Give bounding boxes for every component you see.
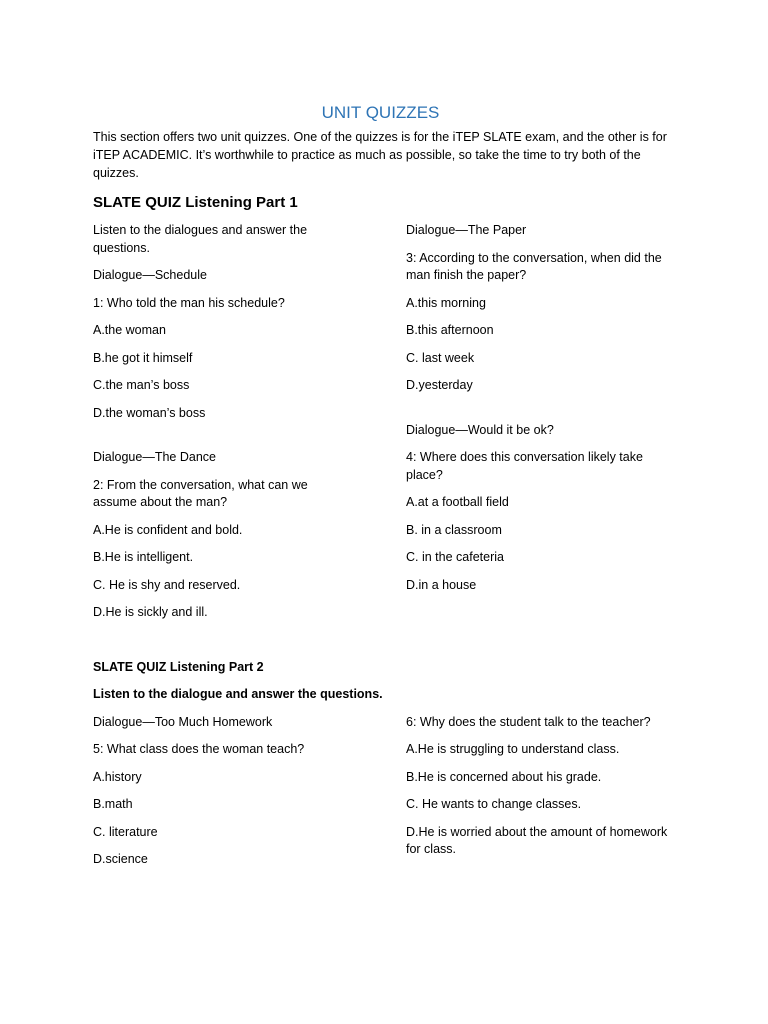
part2-heading: SLATE QUIZ Listening Part 2 <box>93 659 264 674</box>
page-title: UNIT QUIZZES <box>321 103 440 122</box>
part1-columns <box>93 222 668 632</box>
q3-option-b: B.this afternoon <box>406 323 494 337</box>
document-page <box>93 100 668 879</box>
dialogue-title: Dialogue—Too Much Homework <box>93 714 273 729</box>
question-1: 1: Who told the man his schedule? <box>93 295 285 310</box>
spacer <box>406 405 668 422</box>
q1-option-c: C.the man’s boss <box>93 378 190 392</box>
q4-option-b: B. in a classroom <box>406 522 502 537</box>
q1-option-b: B.he got it himself <box>93 350 193 365</box>
q2-option-b: B.He is intelligent. <box>93 550 194 564</box>
part2-left-column <box>93 714 343 879</box>
q5-option-a: A.history <box>93 769 142 784</box>
q6-option-a: A.He is struggling to understand class. <box>406 742 620 756</box>
part1-heading: SLATE QUIZ Listening Part 1 <box>93 194 298 211</box>
q6-option-c: C. He wants to change classes. <box>406 797 582 811</box>
q2-option-c: C. He is shy and reserved. <box>93 577 241 592</box>
part2-instructions: Listen to the dialogue and answer the questions. <box>93 687 383 701</box>
question-4: 4: Where does this conversation likely take place? <box>406 450 643 482</box>
question-2: 2: From the conversation, what can we assume about the man? <box>93 477 308 509</box>
intro-paragraph: This section offers two unit quizzes. One of the quizzes is for the iTEP SLATE exam, and the other is for iTEP ACADEMIC. It’s worthwhile to practice as much as possible, so take the time to try both of the quizzes. <box>93 130 667 180</box>
q2-option-d: D.He is sickly and ill. <box>93 605 208 619</box>
part1-right-column <box>406 222 668 632</box>
q6-option-d: D.He is worried about the amount of homework for class. <box>406 824 668 856</box>
q4-option-c: C. in the cafeteria <box>406 550 504 564</box>
q3-option-c: C. last week <box>406 350 475 365</box>
dialogue-title: Dialogue—Schedule <box>93 268 207 282</box>
dialogue-title: Dialogue—The Dance <box>93 450 216 464</box>
q1-option-d: D.the woman’s boss <box>93 405 206 420</box>
q5-option-d: D.science <box>93 852 148 866</box>
part1-left-column <box>93 222 343 632</box>
q4-option-d: D.in a house <box>406 577 477 592</box>
q2-option-a: A.He is confident and bold. <box>93 522 243 537</box>
q5-option-b: B.math <box>93 797 133 811</box>
question-3: 3: According to the conversation, when did the man finish the paper? <box>406 250 662 282</box>
q5-option-c: C. literature <box>93 824 158 839</box>
question-6: 6: Why does the student talk to the teacher? <box>406 714 651 729</box>
part1-instructions: Listen to the dialogues and answer the questions. <box>93 223 308 255</box>
q1-option-a: A.the woman <box>93 323 166 337</box>
q3-option-d: D.yesterday <box>406 378 473 392</box>
dialogue-title: Dialogue—The Paper <box>406 223 527 237</box>
spacer <box>93 432 343 449</box>
part2-right-column <box>406 714 668 879</box>
q3-option-a: A.this morning <box>406 295 486 310</box>
q6-option-b: B.He is concerned about his grade. <box>406 769 602 784</box>
q4-option-a: A.at a football field <box>406 495 509 509</box>
section-spacer <box>93 632 668 659</box>
part2-columns <box>93 714 668 879</box>
question-5: 5: What class does the woman teach? <box>93 742 305 756</box>
dialogue-title: Dialogue—Would it be ok? <box>406 422 554 437</box>
